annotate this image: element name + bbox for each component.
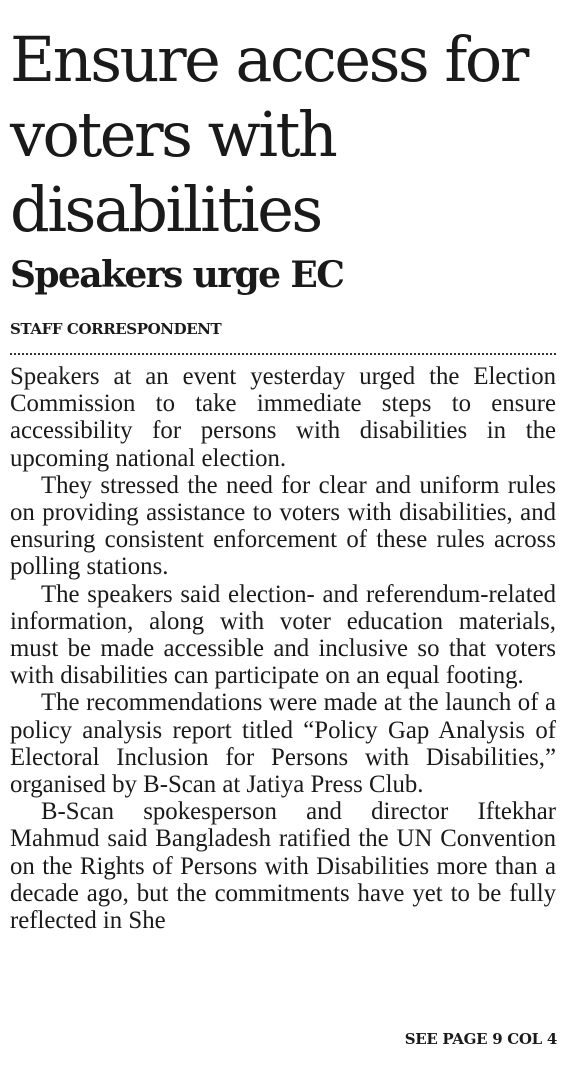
byline: STAFF CORRESPONDENT [10, 320, 222, 338]
paragraph: Speakers at an event yesterday urged the Election Commission to take immediate steps to ensure accessibility for persons with disabilities in the upcoming national election. [10, 363, 556, 472]
news-article [10, 0, 556, 934]
dotted-divider [10, 353, 556, 355]
paragraph: They stressed the need for clear and uniform rules on providing assistance to voters with disabilities, and ensuring consistent enforcement of these rules across polling stations. [10, 471, 556, 581]
paragraph: B-Scan spokesperson and director Iftekhar Mahmud said Bangladesh ratified the UN Convention on the Rights of Persons with Disabilities more than a decade ago, but the commitments have yet to be fully reflected in She [10, 798, 556, 935]
headline: Ensure access for voters with disabilities [10, 23, 527, 246]
paragraph: The speakers said election- and referendum-related information, along with voter education materials, must be made accessible and inclusive so that voters with disabilities can participate on an equal footing. [10, 580, 556, 690]
paragraph: The recommendations were made at the launch of a policy analysis report titled “Policy Gap Analysis of Electoral Inclusion for Persons with Disabilities,” organised by B-Scan at Jatiya Press Club. [10, 689, 556, 799]
subheadline: Speakers urge EC [10, 254, 344, 296]
article-body [10, 363, 556, 934]
continued-jump-line: SEE PAGE 9 COL 4 [404, 1030, 557, 1048]
